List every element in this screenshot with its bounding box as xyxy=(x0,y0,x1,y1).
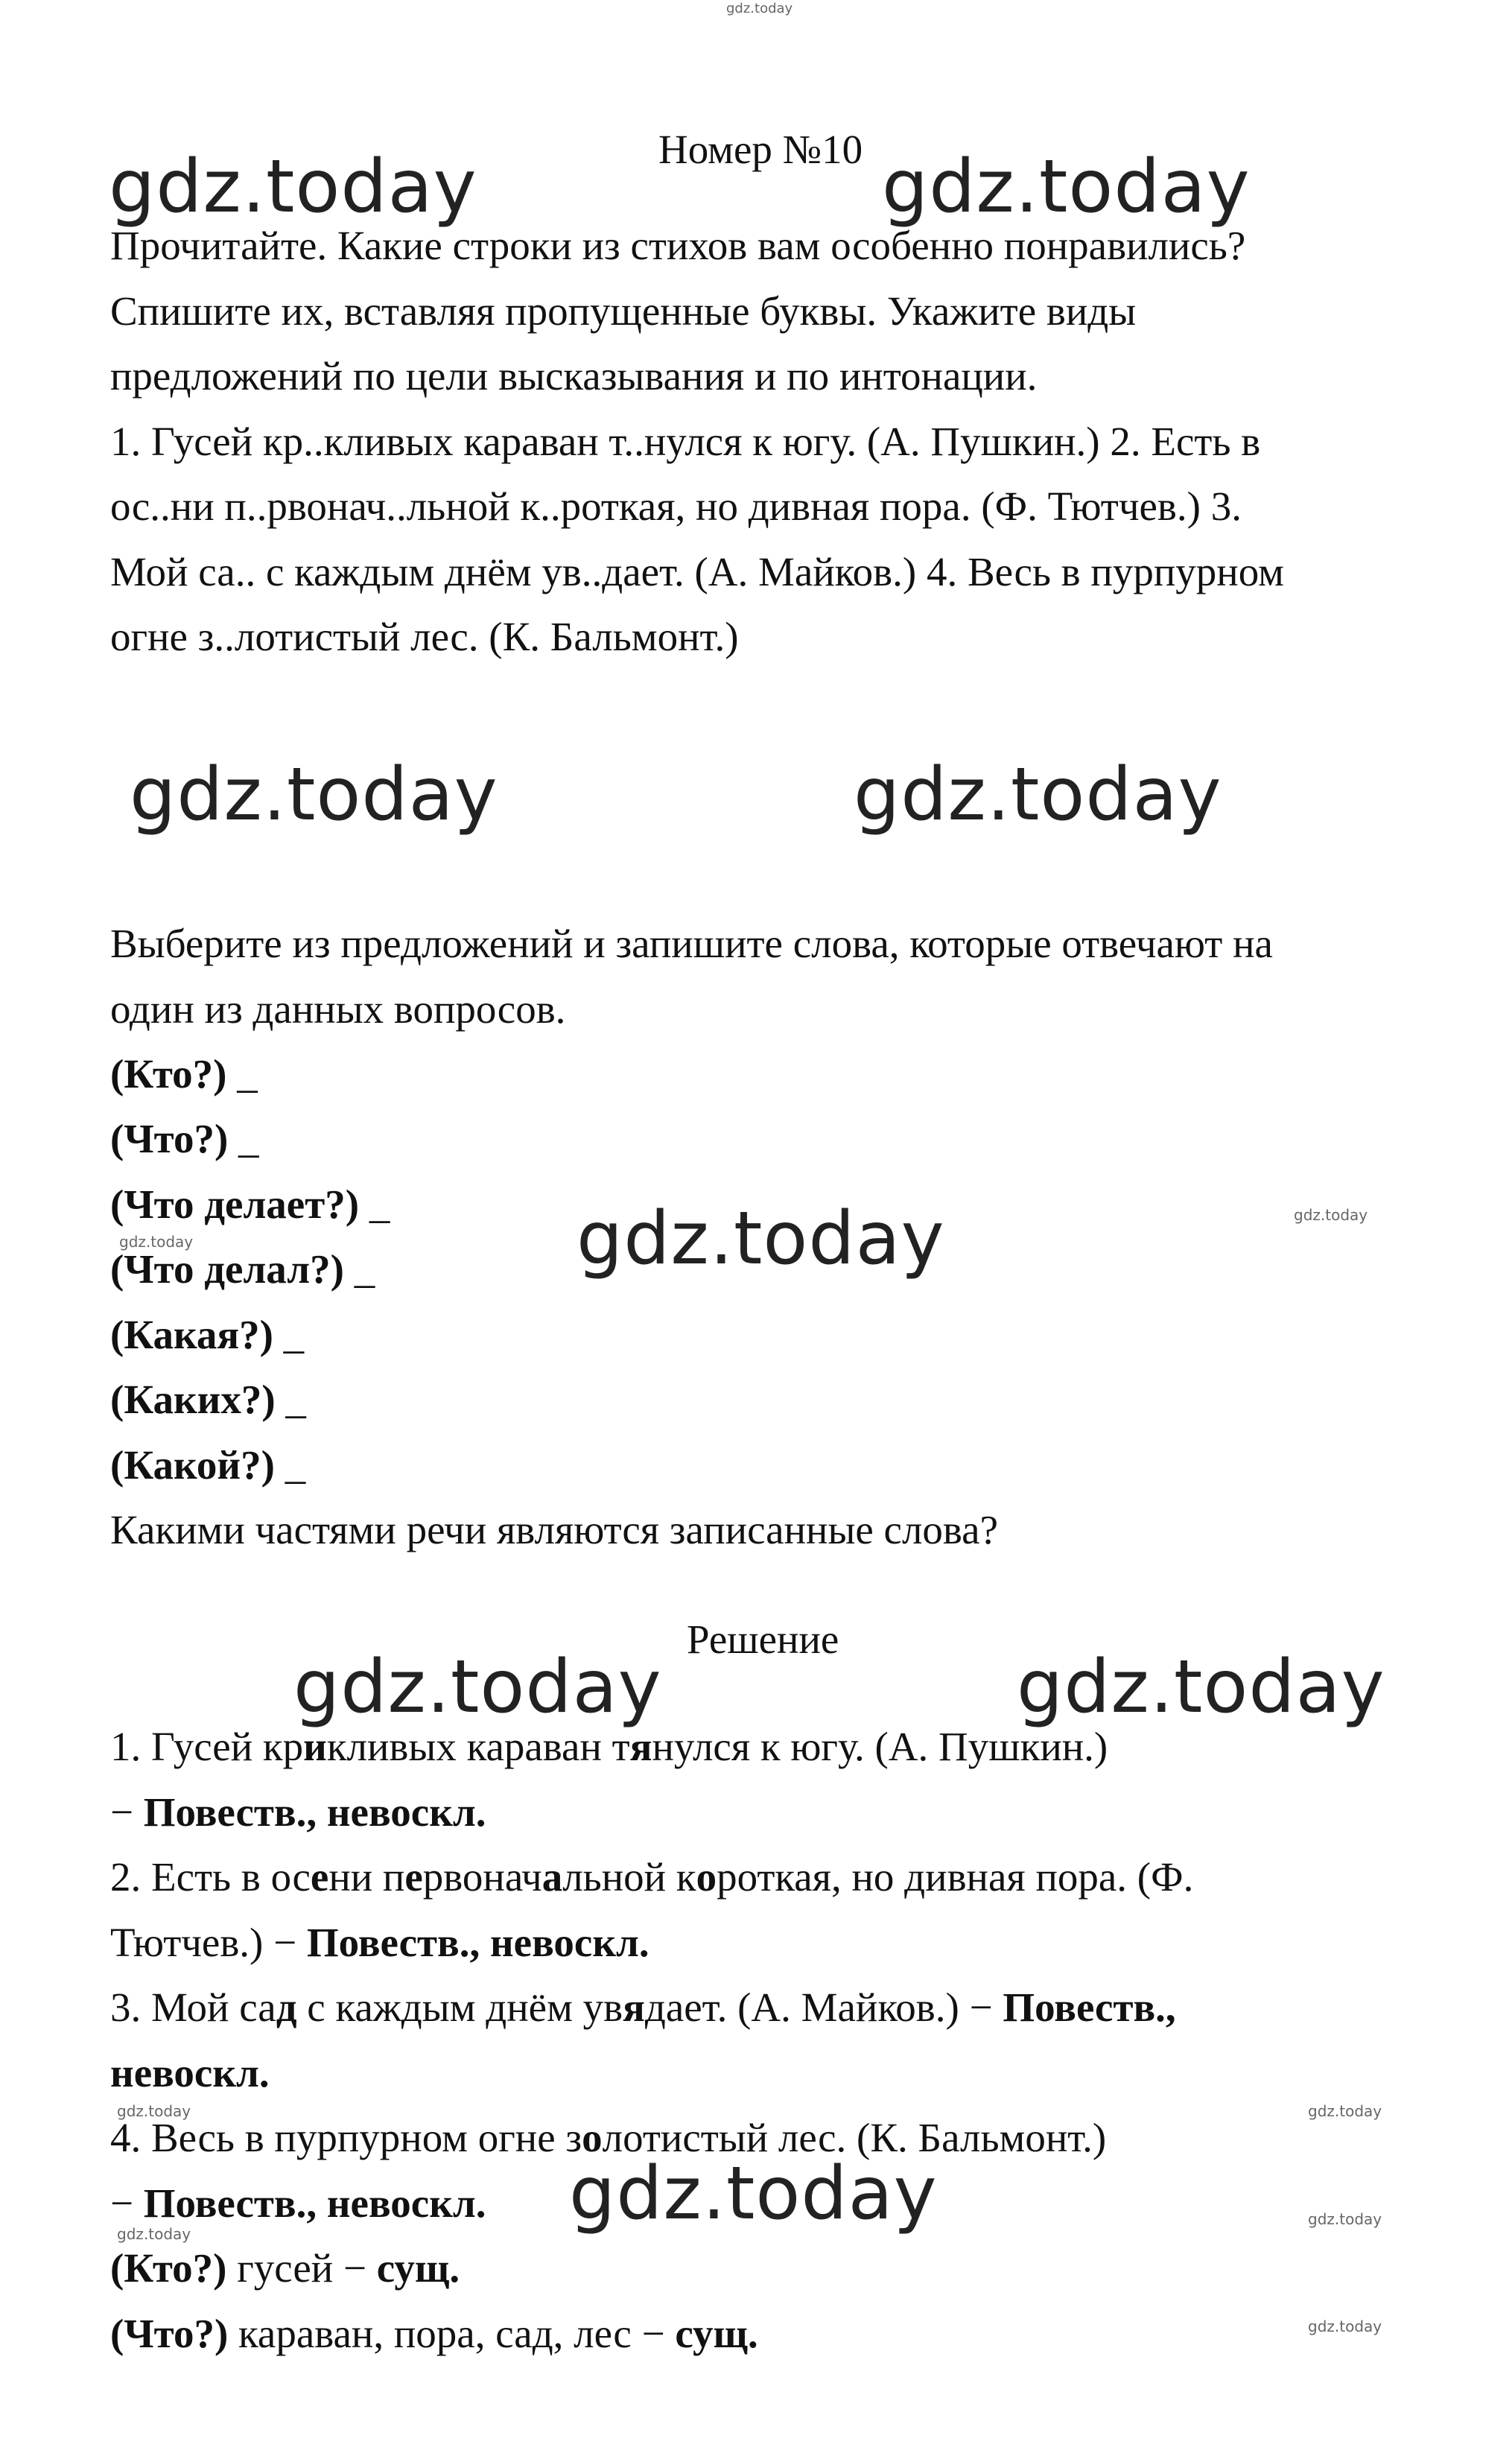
blank: _ xyxy=(285,1442,306,1488)
question-item xyxy=(110,1374,306,1426)
task-line: ос..ни п..рвонач..льной к..роткая, но дивная пора. (Ф. Тютчев.) 3. xyxy=(110,483,1242,529)
task-line: предложений по цели высказывания и по интонации. xyxy=(110,353,1038,399)
blank: _ xyxy=(283,1312,305,1357)
watermark-small: gdz.today xyxy=(1308,2102,1382,2120)
solution-line: невоскл. xyxy=(110,2050,270,2095)
task-line: огне з..лотистый лес. (К. Бальмонт.) xyxy=(110,614,739,659)
watermark-large: gdz.today xyxy=(576,1196,945,1281)
question-label: (Какой?) xyxy=(110,1442,275,1488)
question-item xyxy=(110,1048,258,1100)
task-line: 1. Гусей кр..кливых караван т..нулся к югу. (А. Пушкин.) 2. Есть в xyxy=(110,419,1261,464)
watermark-large: gdz.today xyxy=(854,752,1222,837)
task-line: Мой са.. с каждым днём ув..дает. (А. Майков.) 4. Весь в пурпурном xyxy=(110,549,1284,594)
blank: _ xyxy=(238,1116,259,1161)
solution-line: − Повеств., невоскл. xyxy=(110,2180,486,2226)
task-line: Спишите их, вставляя пропущенные буквы. Укажите виды xyxy=(110,288,1137,334)
solution-heading: Решение xyxy=(687,1616,839,1662)
watermark-large: gdz.today xyxy=(882,145,1251,229)
watermark-large: gdz.today xyxy=(569,2151,938,2236)
watermark-small: gdz.today xyxy=(117,2102,191,2120)
question-label: (Кто?) xyxy=(110,1051,227,1097)
watermark-small: gdz.today xyxy=(1308,2210,1382,2228)
question-label: (Что делал?) xyxy=(110,1246,344,1292)
watermark-large: gdz.today xyxy=(293,1645,662,1730)
task-line: Прочитайте. Какие строки из стихов вам особенно понравились? xyxy=(110,223,1246,268)
blank: _ xyxy=(285,1377,306,1422)
answer-line: (Кто?) гусей − сущ. xyxy=(110,2245,460,2291)
solution-line: 3. Мой сад с каждым днём увядает. (А. Майков.) − Повеств., xyxy=(110,1984,1176,2030)
watermark-small: gdz.today xyxy=(1308,2317,1382,2335)
page-title: Номер №10 xyxy=(658,127,863,172)
sentence-type: Повеств., невоскл. xyxy=(306,1920,649,1965)
task2-line: один из данных вопросов. xyxy=(110,986,566,1032)
watermark-large: gdz.today xyxy=(1017,1645,1385,1730)
task2-line: Выберите из предложений и запишите слова, которые отвечают на xyxy=(110,921,1273,966)
blank: _ xyxy=(369,1181,390,1227)
question-label: (Что делает?) xyxy=(110,1181,360,1227)
task2-final: Какими частями речи являются записанные слова? xyxy=(110,1507,998,1552)
question-item xyxy=(110,1309,304,1361)
question-label: (Каких?) xyxy=(110,1377,276,1422)
sentence-type: Повеств., невоскл. xyxy=(143,2180,486,2226)
sentence-type: Повеств., невоскл. xyxy=(143,1789,486,1835)
blank: _ xyxy=(237,1051,258,1097)
sentence-type: Повеств., xyxy=(1003,1984,1176,2030)
solution-line: 1. Гусей крикливых караван тянулся к югу. (А. Пушкин.) xyxy=(110,1724,1108,1769)
solution-line: 2. Есть в осени первоначальной короткая, но дивная пора. (Ф. xyxy=(110,1854,1194,1900)
watermark-large: gdz.today xyxy=(130,752,498,837)
solution-line: 4. Весь в пурпурном огне золотистый лес. (К. Бальмонт.) xyxy=(110,2115,1107,2160)
answer-line: (Что?) караван, пора, сад, лес − сущ. xyxy=(110,2311,758,2356)
question-item xyxy=(110,1439,305,1491)
question-label: (Что?) xyxy=(110,1116,229,1161)
watermark-large: gdz.today xyxy=(109,145,477,229)
blank: _ xyxy=(354,1246,375,1292)
watermark-small: gdz.today xyxy=(1294,1206,1368,1224)
question-item xyxy=(110,1243,375,1295)
question-label: (Какая?) xyxy=(110,1312,273,1357)
question-item xyxy=(110,1178,390,1231)
watermark-small: gdz.today xyxy=(119,1233,194,1251)
watermark-top: gdz.today xyxy=(726,1,793,16)
solution-line: Тютчев.) − Повеств., невоскл. xyxy=(110,1920,649,1965)
question-item xyxy=(110,1113,259,1165)
solution-line: − Повеств., невоскл. xyxy=(110,1789,486,1835)
watermark-small: gdz.today xyxy=(117,2225,191,2243)
